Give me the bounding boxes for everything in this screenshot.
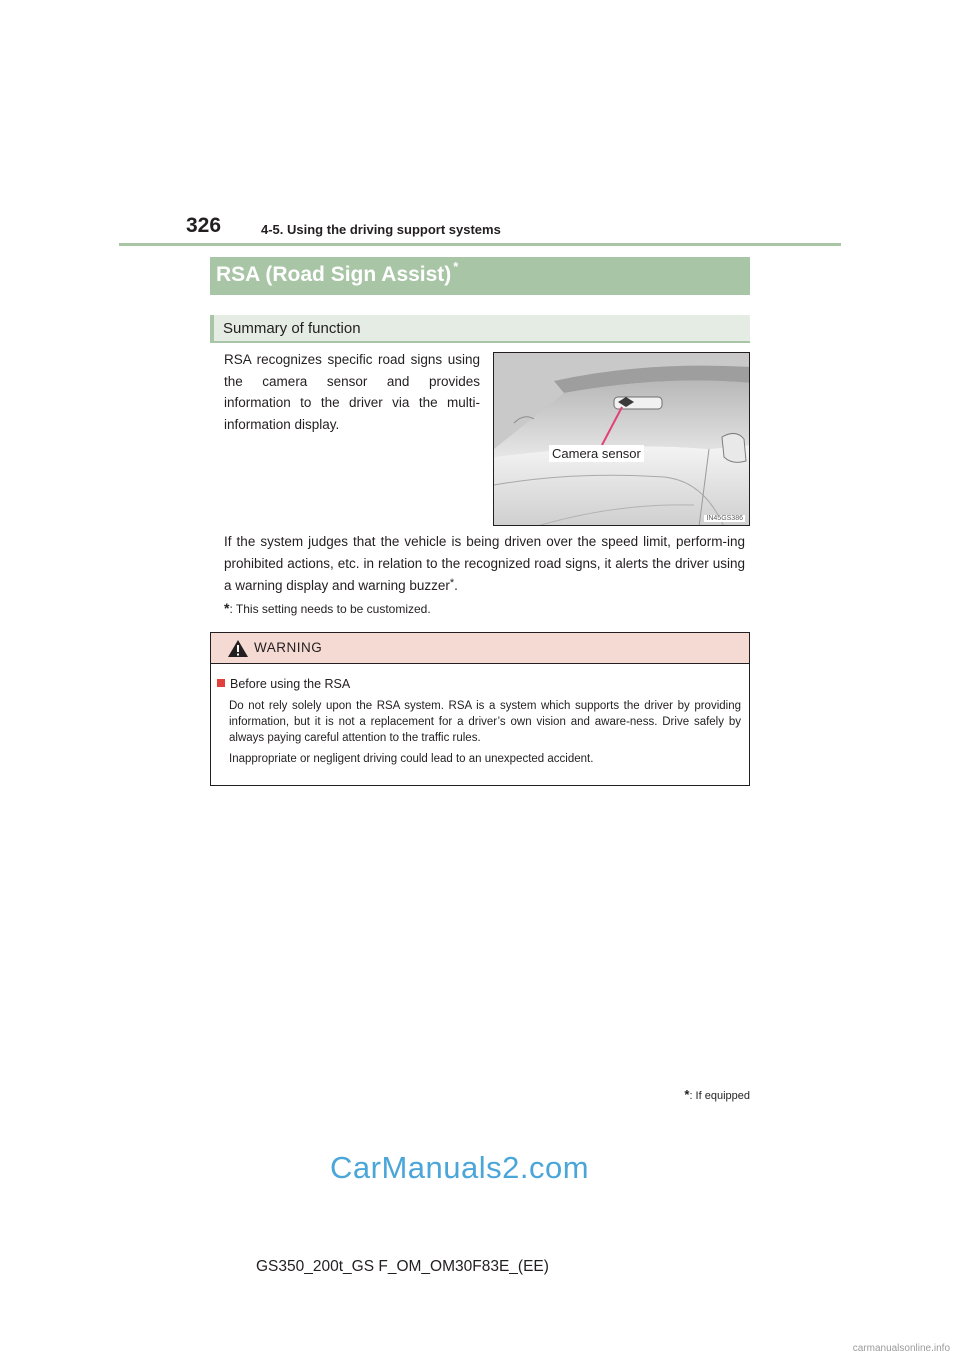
heading-bar: [210, 257, 750, 295]
page-heading: [216, 259, 459, 287]
warning-body-text-1: Do not rely solely upon the RSA system. RSA is a system which supports the driver by providing information, but it is not a replacement for a driver’s own vision and aware-ness. Drive safely by always paying careful attention to the traffic rules.: [229, 700, 741, 744]
warning-title: WARNING: [254, 640, 323, 655]
heading-star: *: [453, 259, 459, 274]
warning-triangle-icon: [227, 639, 249, 658]
warning-body-text-2: Inappropriate or negligent driving could lead to an unexpected accident.: [229, 753, 594, 765]
heading-title: RSA (Road Sign Assist): [216, 263, 452, 286]
red-square-bullet-icon: [217, 679, 225, 687]
customization-note: [224, 600, 431, 616]
figure-code: IN45GS386: [706, 515, 743, 522]
system-paragraph: [224, 531, 745, 597]
paragraph-end: .: [454, 578, 458, 593]
warning-box: [210, 632, 750, 786]
page-number: 326: [186, 214, 222, 237]
warning-header: [211, 633, 749, 664]
intro-text: RSA recognizes specific road signs using the camera sensor and provides information to the driver via the multi-information display.: [224, 352, 480, 432]
subheading: Summary of function: [223, 320, 361, 337]
watermark: CarManuals2.com: [330, 1150, 590, 1185]
paragraph-star: *: [449, 577, 455, 589]
subheading-bar: [210, 315, 750, 343]
footnote-text: : If equipped: [689, 1090, 750, 1102]
footer-code: GS350_200t_GS F_OM_OM30F83E_(EE): [256, 1258, 549, 1275]
subheading-marker: [210, 315, 214, 341]
camera-sensor-figure: [493, 352, 750, 526]
header-rule: [119, 243, 841, 246]
section-title: 4-5. Using the driving support systems: [261, 222, 501, 237]
footnote-star: *: [684, 1087, 690, 1102]
warning-bullet-label: Before using the RSA: [230, 677, 351, 691]
note-text: : This setting needs to be customized.: [229, 602, 431, 616]
equipment-footnote: [684, 1087, 750, 1102]
camera-sensor-label: Camera sensor: [549, 445, 644, 462]
warning-body: [229, 698, 741, 772]
warning-bullet: [217, 677, 350, 691]
car-windshield-illustration: [494, 353, 750, 526]
paragraph-text: If the system judges that the vehicle is being driven over the speed limit, perform-ing prohibited actions, etc. in relation to the recognized road signs, it alerts the driver using a warning display and warning buzzer: [224, 534, 745, 593]
bottom-site-watermark: carmanualsonline.info: [852, 1343, 950, 1354]
note-star: *: [224, 600, 230, 616]
